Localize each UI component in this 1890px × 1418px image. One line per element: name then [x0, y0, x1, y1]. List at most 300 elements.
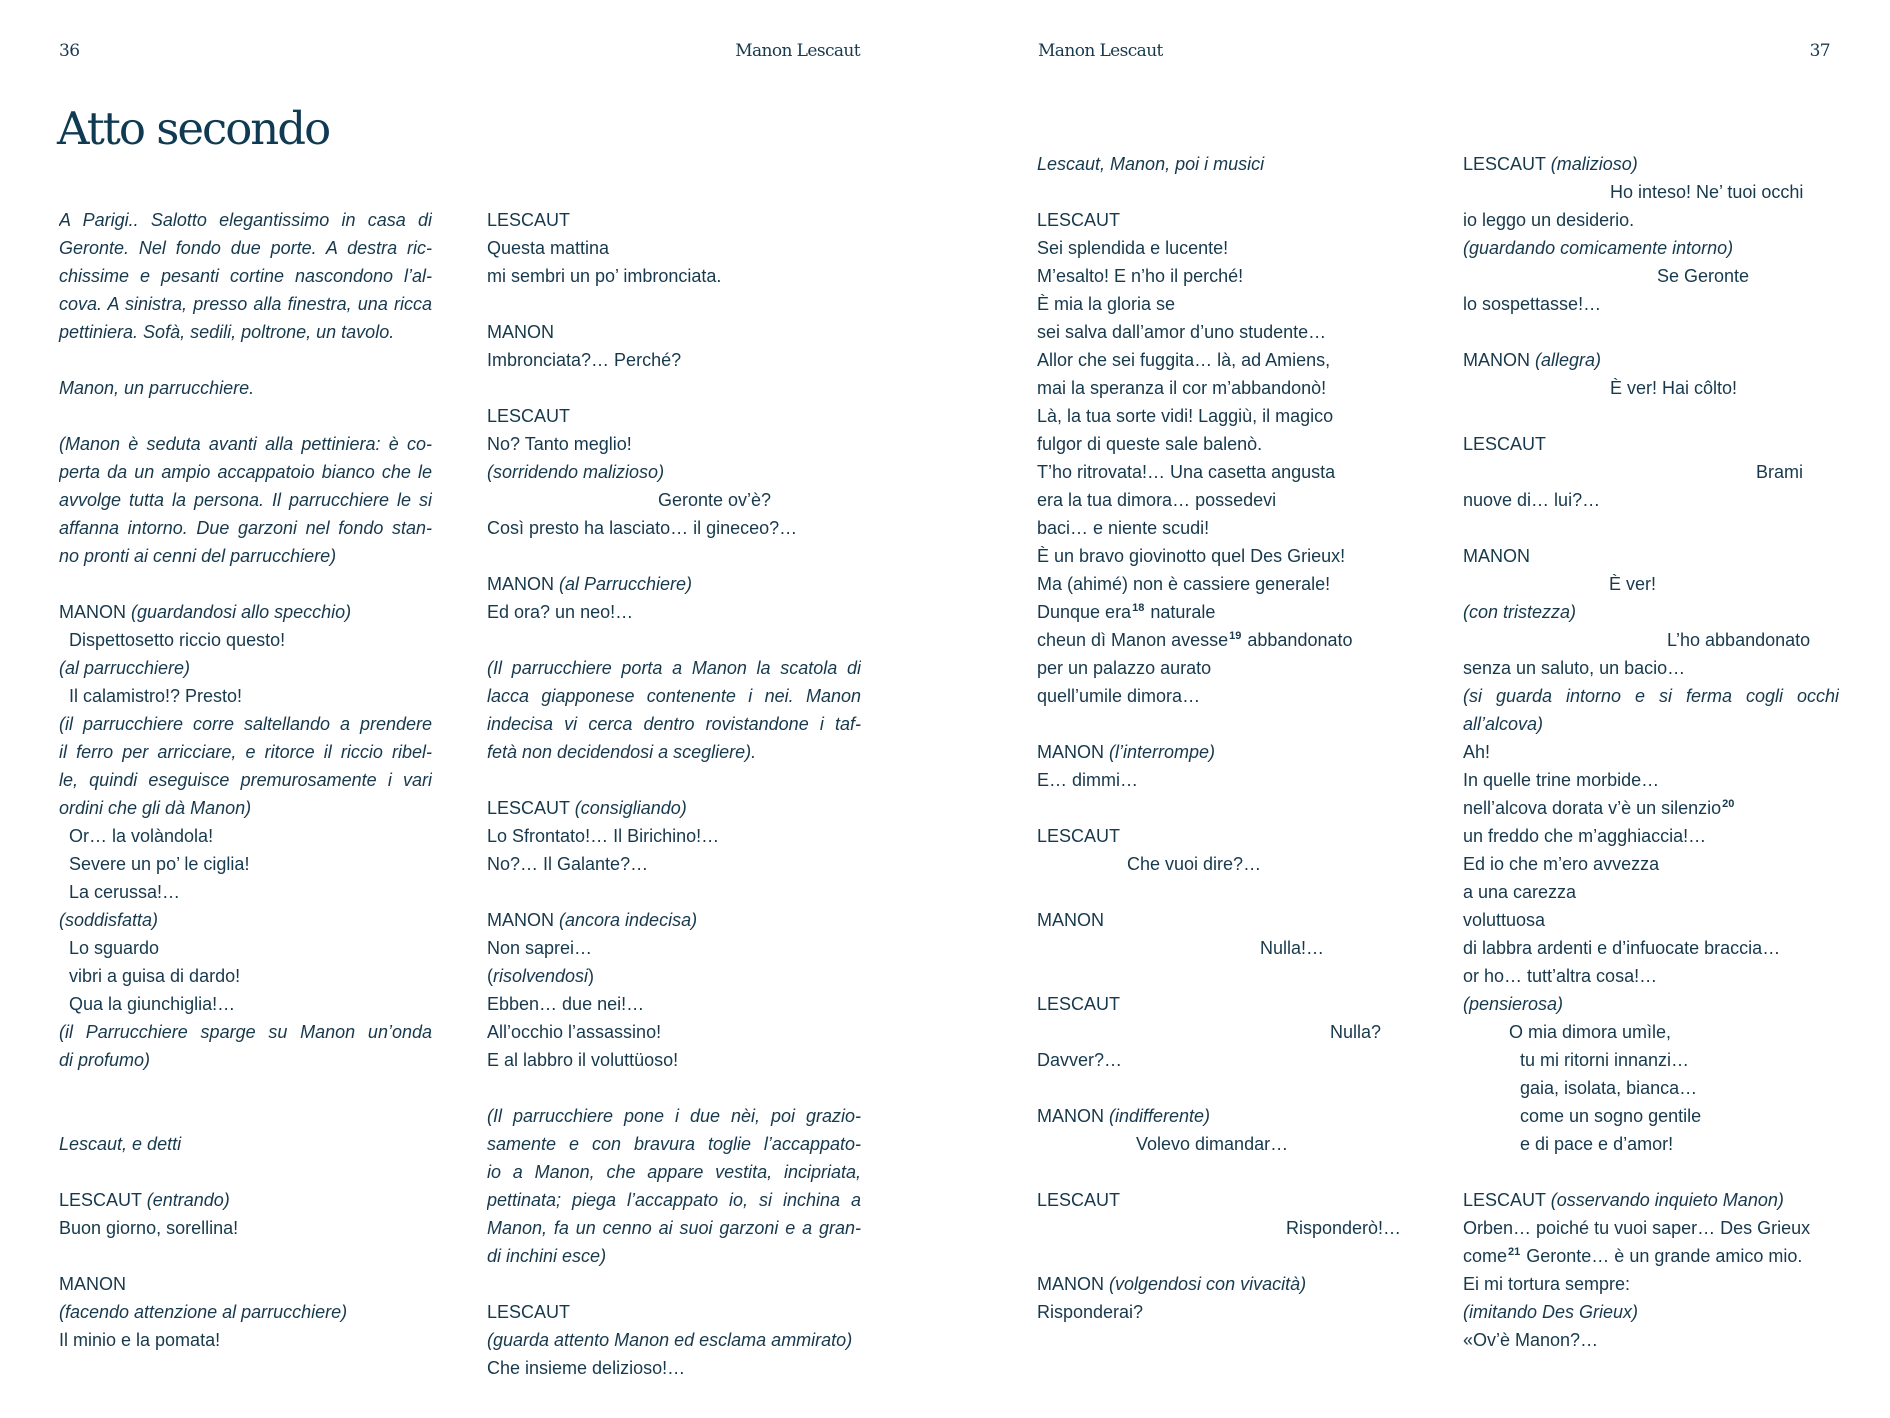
line-text: Se Geronte — [1657, 266, 1750, 286]
stage-direction: perta da un ampio accappatoio bianco che le — [59, 462, 432, 482]
speaker-name: MANON — [1037, 1274, 1109, 1294]
line-text: All’occhio l’assassino! — [487, 1022, 662, 1042]
line-text: per un palazzo aurato — [1037, 658, 1212, 678]
blank-line — [487, 178, 861, 206]
verse-line — [1463, 654, 1839, 682]
running-head-left: Manon Lescaut — [735, 41, 860, 61]
verse-line — [487, 962, 861, 990]
stage-direction: affanna intorno. Due garzoni nel fondo stan- — [59, 518, 432, 538]
verse-line — [1463, 1130, 1839, 1158]
line-text: tu mi ritorni innanzi… — [1520, 1050, 1690, 1070]
speaker-line — [487, 570, 861, 598]
stage-direction: (l’interrompe) — [1109, 742, 1216, 762]
blank-line — [1463, 402, 1839, 430]
stage-direction: cova. A sinistra, presso alla finestra, una ricca — [59, 294, 432, 314]
stage-direction-line — [487, 682, 861, 710]
footnote-marker: 19 — [1229, 630, 1242, 642]
speaker-line — [1037, 822, 1397, 850]
blank-line — [1037, 1242, 1397, 1270]
verse-line — [1463, 1270, 1839, 1298]
stage-direction: pettinata; piega l’accappato io, si inchina a — [487, 1190, 861, 1210]
line-text: Lo Sfrontato!… Il Birichino!… — [487, 826, 720, 846]
line-text: io leggo un desiderio. — [1463, 210, 1635, 230]
verse-line — [1037, 1130, 1397, 1158]
stage-direction: (al parrucchiere) — [59, 658, 191, 678]
line-text: Il calamistro!? Presto! — [69, 686, 243, 706]
verse-line — [1037, 850, 1397, 878]
verse-line — [1463, 1102, 1839, 1130]
line-text: È un bravo giovinotto quel Des Grieux! — [1037, 546, 1346, 566]
line-text: Or… la volàndola! — [69, 826, 214, 846]
line-text: naturale — [1145, 602, 1216, 622]
line-text: Severe un po’ le ciglia! — [69, 854, 250, 874]
line-text: Brami — [1756, 462, 1804, 482]
stage-direction-line — [59, 654, 432, 682]
stage-direction: (Il parrucchiere porta a Manon la scatola di — [487, 658, 861, 678]
blank-line — [487, 626, 861, 654]
stage-direction-line — [487, 1186, 861, 1214]
act-title: Atto secondo — [57, 102, 330, 155]
verse-line — [1463, 570, 1839, 598]
blank-line — [487, 374, 861, 402]
line-text: Ei mi tortura sempre: — [1463, 1274, 1631, 1294]
speaker-line — [1037, 738, 1397, 766]
line-text: Così presto ha lasciato… il gineceo?… — [487, 518, 798, 538]
blank-line — [1037, 1158, 1397, 1186]
speaker-name: LESCAUT — [1463, 434, 1547, 454]
verse-line — [1037, 626, 1397, 654]
blank-line — [487, 878, 861, 906]
line-text: lo sospettasse!… — [1463, 294, 1602, 314]
stage-direction: (con tristezza) — [1463, 602, 1577, 622]
verse-line — [1037, 290, 1397, 318]
stage-direction: pettiniera. Sofà, sedili, poltrone, un tavolo. — [59, 322, 395, 342]
speaker-name: MANON — [1463, 546, 1530, 566]
line-text: Nulla!… — [1260, 938, 1325, 958]
line-text: a una carezza — [1463, 882, 1577, 902]
blank-line — [487, 290, 861, 318]
verse-line — [1463, 374, 1839, 402]
verse-line — [59, 878, 432, 906]
stage-direction: Manon, un parrucchiere. — [59, 378, 255, 398]
line-text: Sei splendida e lucente! — [1037, 238, 1229, 258]
verse-line — [1463, 1326, 1839, 1354]
stage-direction: (guardandosi allo specchio) — [131, 602, 352, 622]
stage-direction: io a Manon, che appare vestita, incipriata, — [487, 1162, 861, 1182]
line-text: Volevo dimandar… — [1136, 1134, 1289, 1154]
line-text: Ma (ahimé) non è cassiere generale! — [1037, 574, 1331, 594]
stage-direction: di profumo) — [59, 1050, 151, 1070]
line-text: T’ho ritrovata!… Una casetta angusta — [1037, 462, 1336, 482]
verse-line — [1037, 570, 1397, 598]
verse-line — [487, 1018, 861, 1046]
stage-direction: all’alcova) — [1463, 714, 1544, 734]
stage-direction: (guarda attento Manon ed esclama ammirato) — [487, 1330, 853, 1350]
speaker-line — [1037, 1186, 1397, 1214]
stage-direction-line — [59, 514, 432, 542]
speaker-name: MANON — [1037, 1106, 1109, 1126]
line-text: E al labbro il voluttüoso! — [487, 1050, 679, 1070]
stage-direction-line — [59, 906, 432, 934]
stage-direction: avvolge tutta la persona. Il parrucchiere le si — [59, 490, 432, 510]
line-text: È ver! — [1609, 574, 1657, 594]
speaker-line — [487, 318, 861, 346]
line-text: mai la speranza il cor m’abbandonò! — [1037, 378, 1327, 398]
verse-line — [1463, 458, 1839, 486]
stage-direction-line — [1463, 710, 1839, 738]
stage-direction-line — [487, 1242, 861, 1270]
line-text: E… dimmi… — [1037, 770, 1139, 790]
verse-line — [1037, 766, 1397, 794]
stage-direction-line — [59, 206, 432, 234]
line-text: come un sogno gentile — [1520, 1106, 1702, 1126]
blank-line — [1463, 1158, 1839, 1186]
blank-line — [1037, 1074, 1397, 1102]
stage-direction-line — [59, 1046, 432, 1074]
stage-direction: A Parigi.. Salotto elegantissimo in casa di — [59, 210, 432, 230]
verse-line — [1463, 262, 1839, 290]
verse-line — [59, 934, 432, 962]
verse-line — [1037, 1298, 1397, 1326]
stage-direction: (malizioso) — [1550, 154, 1638, 174]
line-text: Ed ora? un neo!… — [487, 602, 634, 622]
line-text: M’esalto! E n’ho il perché! — [1037, 266, 1244, 286]
verse-line — [1463, 290, 1839, 318]
stage-direction-line — [59, 542, 432, 570]
stage-direction: Geronte. Nel fondo due porte. A destra ric- — [59, 238, 432, 258]
speaker-line — [487, 206, 861, 234]
verse-line — [1463, 934, 1839, 962]
stage-direction: (facendo attenzione al parrucchiere) — [59, 1302, 348, 1322]
line-text: Ed io che m’ero avvezza — [1463, 854, 1660, 874]
speaker-name: LESCAUT — [487, 406, 571, 426]
page-number-left: 36 — [59, 41, 80, 61]
speaker-line — [59, 1270, 432, 1298]
stage-direction-line — [59, 430, 432, 458]
speaker-name: MANON — [487, 322, 554, 342]
stage-direction: (entrando) — [146, 1190, 230, 1210]
speaker-line — [1463, 430, 1839, 458]
verse-line — [1037, 654, 1397, 682]
speaker-name: LESCAUT — [59, 1190, 147, 1210]
verse-line — [1037, 598, 1397, 626]
verse-line — [487, 990, 861, 1018]
line-text: Dunque era — [1037, 602, 1132, 622]
stage-direction-line — [487, 654, 861, 682]
stage-direction: (pensierosa) — [1463, 994, 1564, 1014]
speaker-name: LESCAUT — [487, 210, 571, 230]
stage-direction-line — [487, 1326, 861, 1354]
stage-direction: indecisa vi cerca dentro rovistandone i taf- — [487, 714, 861, 734]
line-text: baci… e niente scudi! — [1037, 518, 1210, 538]
line-text: ( — [487, 966, 493, 986]
line-text: mi sembri un po’ imbronciata. — [487, 266, 722, 286]
verse-line — [487, 514, 861, 542]
line-text: «Ov’è Manon?… — [1463, 1330, 1599, 1350]
speaker-line — [1463, 150, 1839, 178]
speaker-name: LESCAUT — [1463, 154, 1551, 174]
stage-direction: ordini che gli dà Manon) — [59, 798, 252, 818]
stage-direction: samente e con bravura toglie l’accappato- — [487, 1134, 861, 1154]
verse-line — [1463, 794, 1839, 822]
verse-line — [1037, 682, 1397, 710]
verse-line — [1463, 962, 1839, 990]
stage-direction-line — [59, 234, 432, 262]
verse-line — [1037, 402, 1397, 430]
speaker-name: MANON — [59, 1274, 126, 1294]
verse-line — [1037, 430, 1397, 458]
verse-line — [1463, 206, 1839, 234]
line-text: cheun dì Manon avesse — [1037, 630, 1229, 650]
stage-direction-line — [59, 458, 432, 486]
line-text: Ebben… due nei!… — [487, 994, 645, 1014]
stage-direction-line — [59, 1298, 432, 1326]
verse-line — [1463, 1214, 1839, 1242]
line-text: In quelle trine morbide… — [1463, 770, 1660, 790]
line-text: nuove di… lui?… — [1463, 490, 1601, 510]
verse-line — [487, 430, 861, 458]
verse-line — [59, 822, 432, 850]
blank-line — [1037, 794, 1397, 822]
line-text: Che vuoi dire?… — [1127, 854, 1262, 874]
speaker-line — [1037, 990, 1397, 1018]
line-text: di labbra ardenti e d’infuocate braccia… — [1463, 938, 1781, 958]
blank-line — [1037, 710, 1397, 738]
line-text: Ho inteso! Ne’ tuoi occhi — [1610, 182, 1804, 202]
stage-direction-line — [59, 1018, 432, 1046]
stage-direction-line — [59, 262, 432, 290]
stage-direction-line — [59, 374, 432, 402]
stage-direction-line — [59, 766, 432, 794]
line-text: or ho… tutt’altra cosa!… — [1463, 966, 1658, 986]
stage-direction: (osservando inquieto Manon) — [1550, 1190, 1784, 1210]
verse-line — [1037, 458, 1397, 486]
line-text: Non saprei… — [487, 938, 593, 958]
speaker-name: MANON — [1037, 910, 1104, 930]
stage-direction-line — [1463, 682, 1839, 710]
verse-line — [59, 626, 432, 654]
verse-line — [1463, 878, 1839, 906]
blank-line — [59, 402, 432, 430]
speaker-line — [487, 794, 861, 822]
speaker-line — [487, 402, 861, 430]
verse-line — [487, 346, 861, 374]
stage-direction: il ferro per arricciare, e ritorce il riccio ribel- — [59, 742, 432, 762]
stage-direction-line — [59, 1130, 432, 1158]
line-text: era la tua dimora… possedevi — [1037, 490, 1277, 510]
verse-line — [487, 598, 861, 626]
verse-line — [487, 934, 861, 962]
stage-direction-line — [1463, 598, 1839, 626]
line-text: sei salva dall’amor d’uno studente… — [1037, 322, 1327, 342]
verse-line — [1463, 486, 1839, 514]
stage-direction: (volgendosi con vivacità) — [1109, 1274, 1307, 1294]
stage-direction: (al Parrucchiere) — [559, 574, 693, 594]
stage-direction-line — [59, 318, 432, 346]
text-column-right-1 — [1037, 150, 1402, 1326]
line-text: La cerussa!… — [69, 882, 181, 902]
text-column-right-2 — [1463, 150, 1839, 1354]
stage-direction: (Manon è seduta avanti alla pettiniera: è co- — [59, 434, 432, 454]
stage-direction: (allegra) — [1535, 350, 1602, 370]
verse-line — [59, 990, 432, 1018]
line-text: ) — [588, 966, 595, 986]
line-text: e di pace e d’amor! — [1520, 1134, 1674, 1154]
stage-direction: (il Parrucchiere sparge su Manon un’onda — [59, 1022, 432, 1042]
verse-line — [1037, 1214, 1402, 1242]
verse-line — [59, 850, 432, 878]
verse-line — [1037, 514, 1397, 542]
stage-direction: (sorridendo malizioso) — [487, 462, 665, 482]
blank-line — [1463, 318, 1839, 346]
stage-direction: no pronti ai cenni del parrucchiere) — [59, 546, 337, 566]
line-text: L’ho abbandonato — [1667, 630, 1811, 650]
verse-line — [487, 486, 861, 514]
blank-line — [59, 1242, 432, 1270]
stage-direction-line — [59, 710, 432, 738]
line-text: Che insieme delizioso!… — [487, 1358, 686, 1378]
verse-line — [1463, 1018, 1839, 1046]
blank-line — [59, 178, 432, 206]
line-text: No? Tanto meglio! — [487, 434, 632, 454]
blank-line — [59, 150, 432, 178]
blank-line — [59, 1158, 432, 1186]
line-text: un freddo che m’agghiaccia!… — [1463, 826, 1707, 846]
verse-line — [1037, 486, 1397, 514]
speaker-name: LESCAUT — [1037, 994, 1121, 1014]
verse-line — [1037, 542, 1397, 570]
verse-line — [59, 682, 432, 710]
speaker-line — [487, 906, 861, 934]
stage-direction: (il parrucchiere corre saltellando a prendere — [59, 714, 432, 734]
line-text: Lo sguardo — [69, 938, 160, 958]
verse-line — [1037, 318, 1397, 346]
blank-line — [1037, 178, 1397, 206]
line-text: voluttuosa — [1463, 910, 1546, 930]
verse-line — [1463, 738, 1839, 766]
line-text: Dispettosetto riccio questo! — [69, 630, 286, 650]
line-text: Risponderò!… — [1286, 1218, 1402, 1238]
verse-line — [487, 234, 861, 262]
stage-direction: (imitando Des Grieux) — [1463, 1302, 1639, 1322]
blank-line — [1037, 962, 1397, 990]
verse-line — [487, 262, 861, 290]
verse-line — [1463, 1074, 1839, 1102]
verse-line — [1037, 934, 1397, 962]
verse-line — [1037, 346, 1397, 374]
speaker-name: MANON — [487, 910, 559, 930]
line-text: No?… Il Galante?… — [487, 854, 649, 874]
stage-direction: (si guarda intorno e si ferma cogli occhi — [1463, 686, 1839, 706]
speaker-line — [1463, 346, 1839, 374]
blank-line — [487, 1270, 861, 1298]
stage-direction-line — [487, 738, 861, 766]
speaker-line — [59, 1186, 432, 1214]
stage-direction-line — [1463, 234, 1839, 262]
stage-direction-line — [487, 458, 861, 486]
verse-line — [1463, 1046, 1839, 1074]
verse-line — [1463, 1242, 1839, 1270]
stage-direction-line — [487, 1214, 861, 1242]
line-text: gaia, isolata, bianca… — [1520, 1078, 1698, 1098]
line-text: Geronte ov’è? — [658, 490, 772, 510]
footnote-marker: 18 — [1132, 602, 1145, 614]
stage-direction-line — [59, 290, 432, 318]
blank-line — [59, 1102, 432, 1130]
stage-direction: (soddisfatta) — [59, 910, 159, 930]
blank-line — [487, 766, 861, 794]
stage-direction-line — [487, 1102, 861, 1130]
speaker-line — [1463, 542, 1839, 570]
verse-line — [59, 962, 432, 990]
stage-direction-line — [487, 1130, 861, 1158]
speaker-name: LESCAUT — [487, 798, 575, 818]
line-text: Ah! — [1463, 742, 1491, 762]
line-text: Allor che sei fuggita… là, ad Amiens, — [1037, 350, 1331, 370]
verse-line — [1463, 766, 1839, 794]
verse-line — [59, 1214, 432, 1242]
stage-direction-line — [1463, 1298, 1839, 1326]
stage-direction: (ancora indecisa) — [559, 910, 698, 930]
blank-line — [487, 542, 861, 570]
verse-line — [1037, 374, 1397, 402]
stage-direction: Lescaut, e detti — [59, 1134, 182, 1154]
line-text: Imbronciata?… Perché? — [487, 350, 682, 370]
verse-line — [1463, 178, 1839, 206]
stage-direction: fetà non decidendosi a scegliere). — [487, 742, 757, 762]
blank-line — [59, 570, 432, 598]
blank-line — [487, 1074, 861, 1102]
verse-line — [1463, 822, 1839, 850]
stage-direction: risolvendosi — [493, 966, 589, 986]
speaker-name: MANON — [59, 602, 131, 622]
stage-direction: Manon, fa un cenno ai suoi garzoni e a gran- — [487, 1218, 861, 1238]
speaker-line — [59, 598, 432, 626]
speaker-line — [487, 1298, 861, 1326]
stage-direction: (Il parrucchiere pone i due nèi, poi grazio- — [487, 1106, 861, 1126]
line-text: come — [1463, 1246, 1508, 1266]
line-text: Qua la giunchiglia!… — [69, 994, 236, 1014]
blank-line — [1037, 878, 1397, 906]
line-text: Questa mattina — [487, 238, 610, 258]
stage-direction: (consigliando) — [574, 798, 687, 818]
line-text: Davver?… — [1037, 1050, 1123, 1070]
speaker-name: LESCAUT — [487, 1302, 571, 1322]
speaker-line — [1037, 206, 1397, 234]
verse-line — [1037, 1046, 1397, 1074]
line-text: vibri a guisa di dardo! — [69, 966, 241, 986]
verse-line — [487, 850, 861, 878]
verse-line — [487, 822, 861, 850]
stage-direction: le, quindi eseguisce premurosamente i vari — [59, 770, 432, 790]
stage-direction-line — [59, 738, 432, 766]
speaker-name: LESCAUT — [1037, 1190, 1121, 1210]
stage-direction: (guardando comicamente intorno) — [1463, 238, 1734, 258]
verse-line — [487, 1046, 861, 1074]
verse-line — [1463, 626, 1839, 654]
running-head-right: Manon Lescaut — [1038, 41, 1163, 61]
verse-line — [1037, 262, 1397, 290]
speaker-line — [1037, 906, 1397, 934]
speaker-name: LESCAUT — [1037, 210, 1121, 230]
stage-direction: (indifferente) — [1109, 1106, 1211, 1126]
blank-line — [59, 346, 432, 374]
blank-line — [487, 150, 861, 178]
stage-direction-line — [59, 794, 432, 822]
stage-direction-line — [1037, 150, 1397, 178]
line-text: Buon giorno, sorellina! — [59, 1218, 239, 1238]
footnote-marker: 21 — [1508, 1246, 1521, 1258]
